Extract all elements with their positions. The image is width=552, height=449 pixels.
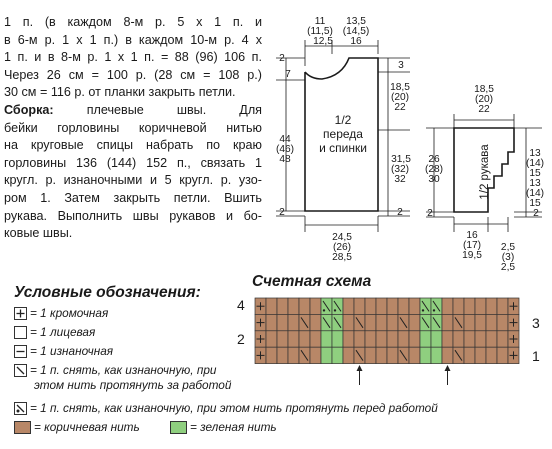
legend-item-purl [14,344,113,358]
legend-title: Условные обозначения: [14,284,201,301]
legend-text: этом нить протянуть за работой [34,378,232,392]
instruction-line: в 6-м р. 1 х 1 п.) в каждом 10-м р. 4 х [4,32,262,47]
assembly-first-text: плечевые швы. Для [53,102,262,117]
sleeve-height: 26 [428,154,440,165]
scheme-cell [409,331,420,347]
scheme-cell [497,331,508,347]
scheme-cell [475,347,486,363]
edge-stitch-icon [14,307,27,320]
repeat-arrow-head [445,365,451,371]
scheme-cell [497,298,508,314]
dim-top-left: 11 [314,16,326,27]
dim-right-3: 3 [398,60,404,71]
scheme-cell [442,331,453,347]
scheme-cell [376,347,387,363]
scheme-cell [343,298,354,314]
scheme-cell [486,298,497,314]
scheme-cell [387,298,398,314]
sleeve-bottom: 16 [466,230,478,241]
legend-text: = зеленая нить [190,420,277,434]
scheme-cell [277,331,288,347]
legend-text: = 1 п. снять, как изнаночную, при [30,363,217,377]
legend-text: = 1 изнаночная [30,344,114,358]
sleeve-top: 18,5 [474,84,494,95]
dim-right-upper: (20) [390,92,410,103]
legend-item-edge [14,306,108,320]
scheme-cell [409,347,420,363]
scheme-cell [453,331,464,347]
scheme-cell [321,331,332,347]
scheme-cell [288,331,299,347]
legend-item-green [170,420,277,434]
scheme-cell [365,314,376,330]
scheme-cell [409,298,420,314]
scheme-cell [266,331,277,347]
dim-top-right: (14,5) [342,26,370,37]
scheme-cell [365,298,376,314]
assembly-line: бейки горловины коричневой нитью [4,120,262,135]
scheme-cell [497,314,508,330]
slip-front-icon [14,402,27,415]
scheme-cell [497,347,508,363]
scheme-cell [310,314,321,330]
sleeve-top: (20) [474,94,494,105]
dim-top-left: (11,5) [307,26,333,37]
instructions-paragraph [4,14,262,243]
scheme-cell [266,347,277,363]
scheme-title: Счетная схема [252,273,372,290]
row-number-right: 1 [532,348,540,364]
assembly-line: рукава. Выполнить швы рукавов и бо- [4,208,262,223]
sleeve-bottom: 19,5 [462,250,482,261]
scheme-cell [442,298,453,314]
body-label: и спинки [319,141,367,155]
legend-item-slip-front [14,401,438,415]
instruction-line: 1 п. (в каждом 8-м р. 5 х 1 п. и [4,15,262,29]
scheme-cell [343,314,354,330]
assembly-line: ром 1. Затем закрыть петли. Вшить [4,190,262,205]
sleeve-step: 13 [529,178,541,189]
sleeve-bottom: (17) [462,240,482,251]
scheme-cell [310,331,321,347]
scheme-cell [365,347,376,363]
dim-left-height: 44 [279,134,291,145]
scheme-cell [343,331,354,347]
scheme-cell [376,298,387,314]
legend-item-knit [14,325,95,339]
scheme-cell [299,298,310,314]
scheme-cell [288,347,299,363]
row-number-right: 3 [532,315,540,331]
scheme-cell [376,314,387,330]
scheme-cell [343,347,354,363]
instruction-line: 1 п. и в 8-м р. 1 х 1 п. = 88 (96) 106 п. [4,50,262,65]
scheme-cell [354,298,365,314]
sleeve-height: (28) [424,164,444,175]
dim-top-left: 12,5 [313,36,333,47]
legend-item-brown [14,420,140,434]
row-number-left: 4 [237,297,245,313]
scheme-cell [288,298,299,314]
sleeve-step: 13 [529,148,541,159]
scheme-cell [387,314,398,330]
scheme-cell [486,347,497,363]
dim-bottom: 28,5 [332,252,352,263]
dim-left-height: 48 [279,154,291,165]
scheme-cell [310,347,321,363]
scheme-cell [332,331,343,347]
scheme-cell [288,314,299,330]
dim-bottom: (26) [332,242,352,253]
scheme-cell [354,331,365,347]
sleeve-top: 22 [478,104,490,115]
scheme-cell [299,331,310,347]
scheme-cell [365,331,376,347]
scheme-cell [266,298,277,314]
brown-yarn-swatch [14,421,31,434]
legend-text: = 1 лицевая [30,325,96,339]
scheme-cell [277,314,288,330]
green-yarn-swatch [170,421,187,434]
assembly-line: горловины 136 (144) 152 п., связать 1 [4,155,262,170]
instruction-line: 30 см = 116 р. от планки закрыть петли. [4,85,236,100]
scheme-cell [475,314,486,330]
assembly-label: Сборка: [4,102,54,117]
dim-left-2: 2 [279,53,285,64]
purl-stitch-icon [14,345,27,358]
slip-front-dot [422,309,424,311]
slip-front-dot [433,309,435,311]
scheme-cell [277,298,288,314]
scheme-cell [486,314,497,330]
scheme-cell [464,347,475,363]
scheme-cell [431,331,442,347]
dim-right-lower: 31,5 [391,154,411,165]
scheme-cell [442,347,453,363]
sleeve-pattern-diagram [422,76,550,276]
scheme-cell [376,331,387,347]
scheme-cell [332,347,343,363]
dim-bottom: 24,5 [332,232,352,243]
scheme-cell [464,298,475,314]
scheme-cell [453,298,464,314]
scheme-cell [442,314,453,330]
scheme-cell [398,298,409,314]
scheme-cell [475,298,486,314]
scheme-cell [420,347,431,363]
scheme-cell [310,298,321,314]
scheme-cell [409,314,420,330]
slip-back-icon [14,364,27,377]
scheme-cell [431,347,442,363]
sleeve-left-2: 2 [427,208,433,219]
scheme-cell [321,347,332,363]
dim-top-right: 13,5 [346,16,366,27]
sleeve-step: (14) [525,158,545,169]
legend-text: = коричневая нить [34,420,140,434]
scheme-cell [387,347,398,363]
assembly-line: кругл. р. изнаночными и 5 кругл. р. узо- [4,173,262,188]
scheme-cell [387,331,398,347]
slip-front-dot [334,309,336,311]
sleeve-height: 30 [428,174,440,185]
assembly-line: ковые швы. [4,226,73,241]
body-label: 1/2 [334,113,352,127]
scheme-cell [266,314,277,330]
dim-left-7: 7 [285,69,291,80]
dim-right-upper: 18,5 [390,82,410,93]
scheme-cell [464,314,475,330]
body-label: переда [323,127,363,141]
dim-left-height: (46) [275,144,295,155]
body-pattern-diagram [270,10,422,270]
sleeve-step: 15 [529,198,541,209]
scheme-cell [420,331,431,347]
scheme-cell [398,331,409,347]
legend-text: = 1 п. снять, как изнаночную, при этом нить протянуть перед работой [30,401,438,415]
scheme-cell [475,331,486,347]
sleeve-step: 15 [529,168,541,179]
repeat-arrow-head [357,365,363,371]
instruction-line: Через 26 см = 100 р. (28 см = 108 р.) [4,67,262,82]
dim-right-lower: 32 [394,174,406,185]
legend-text: = 1 кромочная [30,306,109,320]
dim-right-upper: 22 [394,102,406,113]
scheme-cell [277,347,288,363]
dim-right-lower: (32) [390,164,410,175]
assembly-line-first [4,102,262,120]
slip-front-dot [323,309,325,311]
scheme-cell [486,331,497,347]
dim-left-bottom-2: 2 [279,207,285,218]
assembly-line: на круговые спицы набрать по краю [4,138,262,153]
dim-top-right: 16 [350,36,362,47]
sleeve-step: (14) [525,188,545,199]
sleeve-right-2: 2 [533,208,539,219]
knit-stitch-icon [14,326,27,339]
counting-scheme-grid [254,297,526,387]
sleeve-bottom-right: 2,5 [500,242,516,253]
sleeve-bottom-right: 2,5 [500,262,516,273]
sleeve-bottom-right: (3) [501,252,515,263]
legend-item-slip-back-cont [34,378,231,392]
dim-right-bottom-2: 2 [397,207,403,218]
row-number-left: 2 [237,331,245,347]
scheme-cell [464,331,475,347]
sleeve-label: 1/2 рукава [479,144,491,200]
legend-item-slip-back [14,363,216,377]
